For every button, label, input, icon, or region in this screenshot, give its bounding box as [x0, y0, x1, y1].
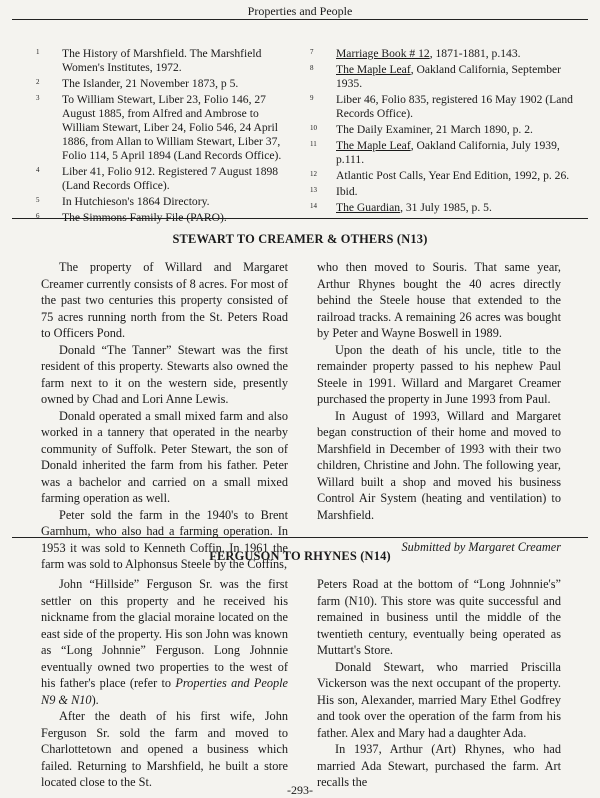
- footnote-number: 7: [310, 48, 314, 56]
- footnote-number: 9: [310, 94, 314, 102]
- footnote-text: The History of Marshfield. The Marshfield Women's Institutes, 1972.: [62, 47, 262, 74]
- paragraph: In August of 1993, Willard and Margaret began construction of their home and moved to Marshfield in December of 1993 with their two children, Christine and John. The following year, Willard built a shop and moved his business Control Air System (heating and ventilation) to Marshfield.: [317, 408, 561, 522]
- section-divider-1: [12, 218, 588, 219]
- page-number: -293-: [287, 783, 313, 797]
- paragraph: In 1937, Arthur (Art) Rhynes, who had married Ada Stewart, purchased the farm. Art recalls the: [317, 742, 561, 789]
- footnote-number: 2: [36, 78, 40, 86]
- footnotes-left: [36, 47, 284, 227]
- footnote-text: The Maple Leaf, Oakland California, September 1935.: [336, 63, 562, 90]
- section-divider-2: [12, 537, 588, 538]
- paragraph: John “Hillside” Ferguson Sr. was the first settler on this property and he received his nickname from the glacial moraine located on the east side of the property. His son John was known as “Long Johnnie” Ferguson. Long Johnnie eventually owned two properties to the west of his father's place (refer to Properties and People N9 & N10).: [41, 577, 288, 707]
- footnote-text: Ibid.: [336, 185, 358, 198]
- footnote-number: 14: [310, 202, 317, 210]
- footnote-number: 5: [36, 196, 40, 204]
- submitted-by: Submitted by Margaret Creamer: [401, 540, 561, 554]
- footnote: [36, 47, 284, 75]
- footnote: [310, 185, 578, 199]
- paragraph: The property of Willard and Margaret Creamer currently consists of 8 acres. For most of the past two centuries this property consisted of 75 acres running north from the St. Peters Road to Officers Pond.: [41, 260, 288, 340]
- footnote: [310, 139, 578, 167]
- footnote-text: The Simmons Family File (PARO).: [62, 211, 227, 224]
- footnote: [36, 93, 284, 163]
- footnote-number: 12: [310, 170, 317, 178]
- paragraph: Upon the death of his uncle, title to the remainder property passed to his nephew Paul Steele in 1991. Willard and Margaret Creamer purchased the property in June 1993 from Paul.: [317, 342, 561, 406]
- paragraph: Donald “The Tanner” Stewart was the first resident of this property. Stewarts also owned the farm next to it on the western side, presently owned by Chad and Lori Anne Lewis.: [41, 342, 288, 406]
- footnote-text: The Guardian, 31 July 1985, p. 5.: [336, 201, 492, 214]
- footnote: [310, 201, 578, 215]
- footnote: [36, 195, 284, 209]
- footnote-number: 10: [310, 124, 317, 132]
- footnote-number: 3: [36, 94, 40, 102]
- cross-reference: Properties and People N9 & N10: [41, 676, 288, 707]
- footnotes-right: [310, 47, 578, 217]
- section2-column-left: [41, 576, 288, 791]
- paragraph: Donald operated a small mixed farm and also worked in a tannery that operated in the nearby community of Suffolk. Peter Stewart, the son of Donald inherited the farm from his father. Peter was a bachelor and carried on a small mixed farming operation as well.: [41, 408, 288, 505]
- footnote-text: The Maple Leaf, Oakland California, July 1939, p.111.: [336, 139, 560, 166]
- footnote-number: 6: [36, 212, 40, 220]
- section-title-ferguson: FERGUSON TO RHYNES (N14): [209, 549, 391, 563]
- footnote: [310, 169, 578, 183]
- footnote-text: In Hutchieson's 1864 Directory.: [62, 195, 210, 208]
- footnote-text: Atlantic Post Calls, Year End Edition, 1992, p. 26.: [336, 169, 570, 182]
- section2-column-right: [317, 576, 561, 791]
- paragraph-continued: Peters Road at the bottom of “Long Johnnie's” farm (N10). This store was quite successful and remained in business until the middle of the twentieth century, eventually being operated as Muttart's Store.: [317, 577, 561, 657]
- paragraph: Donald Stewart, who married Priscilla Vickerson was the next occupant of the property. His son, Alexander, married Mary Ethel Godfrey and took over the operation of the farm from his father. Alex and Mary had a daughter Ada.: [317, 659, 561, 740]
- section-title-stewart: STEWART TO CREAMER & OTHERS (N13): [172, 232, 428, 246]
- footnote-text: The Daily Examiner, 21 March 1890, p. 2.: [336, 123, 533, 136]
- footnote-text: Liber 41, Folio 912. Registered 7 August 1898 (Land Records Office).: [62, 165, 279, 192]
- section1-column-right: [317, 259, 561, 556]
- paragraph: Peter sold the farm in the 1940's to Brent Garnhum, who also had a farming operation. In 1953 it was sold to Kenneth Coffin. In 1961 the farm was sold to Alphonsus Steele by the Coffins,: [41, 507, 288, 571]
- footnote-number: 4: [36, 166, 40, 174]
- footnote: [310, 63, 578, 91]
- header-rule: [12, 19, 588, 20]
- footnote-number: 8: [310, 64, 314, 72]
- footnote: [310, 47, 578, 61]
- footnote: [36, 165, 284, 193]
- footnote-number: 13: [310, 186, 317, 194]
- footnote-number: 1: [36, 48, 40, 56]
- footnote-text: The Islander, 21 November 1873, p 5.: [62, 77, 239, 90]
- footnote: [310, 93, 578, 121]
- running-head: Properties and People: [247, 4, 353, 18]
- paragraph-continued: who then moved to Souris. That same year, Arthur Rhynes bought the 40 acres directly behind the Steele house that extended to the railroad tracks. A remaining 26 acres was bought by Peter and Wayne Boswell in 1989.: [317, 260, 561, 340]
- footnote: [310, 123, 578, 137]
- footnote-text: Liber 46, Folio 835, registered 16 May 1902 (Land Records Office).: [336, 93, 573, 120]
- section1-column-left: [41, 259, 288, 573]
- footnote-text: To William Stewart, Liber 23, Folio 146, 27 August 1885, from Alfred and Ambrose to William Stewart, Liber 24, Folio 546, 24 April 1886, from Allan to William Stewart, Liber 37, Folio 114, 5 April 1894 (Land Records Office).: [62, 93, 282, 162]
- footnote: [36, 77, 284, 91]
- footnote-number: 11: [310, 140, 317, 148]
- footnote-text: Marriage Book # 12, 1871-1881, p.143.: [336, 47, 521, 60]
- paragraph: After the death of his first wife, John Ferguson Sr. sold the farm and moved to Charlottetown and opened a business which failed. Returning to Marshfield, he built a store located close to the St.: [41, 709, 288, 789]
